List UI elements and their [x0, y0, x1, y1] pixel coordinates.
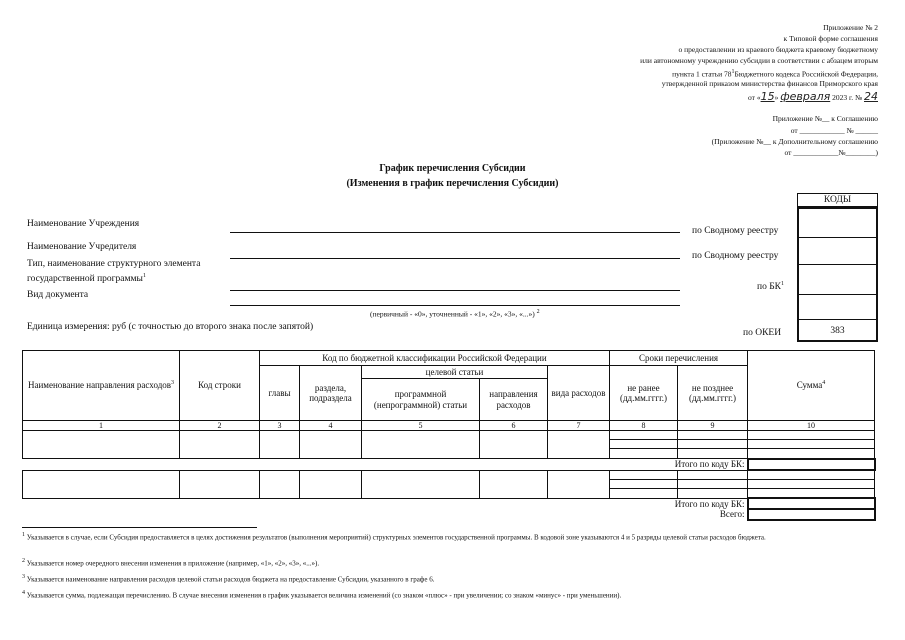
header-line: Приложение № 2: [823, 23, 878, 32]
header-line-article: пункта 1 статьи $78^1Бюджетного$ кодекса Российской Федерации,: [672, 69, 878, 79]
table-cell[interactable]: [748, 449, 875, 459]
table-cell[interactable]: [678, 488, 748, 498]
footnote-divider: [22, 527, 257, 528]
okei-label: по ОКЕИ: [743, 328, 782, 338]
footnote-2: $^2$ Указывается номер очередного внесения изменения в приложение (например, «1», «2», «3», «...»).: [22, 558, 320, 568]
table-cell[interactable]: [610, 440, 678, 449]
date-month: февраля: [780, 90, 831, 103]
table-cell[interactable]: [748, 431, 875, 440]
col-num: 7: [548, 421, 610, 431]
col-num: 4: [300, 421, 362, 431]
table-cell[interactable]: [480, 431, 548, 459]
table-cell[interactable]: [678, 440, 748, 449]
col-num: 10: [748, 421, 875, 431]
col-num: 5: [362, 421, 480, 431]
table-cell[interactable]: [260, 470, 300, 498]
footnote-3: $^3$ Указывается наименование направления расходов целевой статьи расходов бюджета на предоставление Субсидии, указанного в графе 6.: [22, 574, 435, 584]
table-cell[interactable]: [610, 488, 678, 498]
header-line: к Типовой форме соглашения: [783, 34, 878, 43]
founder-field[interactable]: [230, 258, 680, 259]
table-cell[interactable]: [748, 470, 875, 479]
agreement-line: (Приложение №__ к Дополнительному соглашению: [711, 137, 878, 146]
schedule-table: [22, 350, 876, 521]
date-day: 15: [760, 90, 775, 103]
table-cell[interactable]: [23, 470, 180, 498]
col-header-prog: программной (непрограммной) статьи: [362, 379, 480, 421]
footnote-1: $^1$ Указывается в случае, если Субсидия предоставляется в целях достижения результатов (выполнения мероприятий) структурных элементов государственной программы. В кодовой зоне указываются 4 и 5 разряды целевой статьи расходов бюджета.: [22, 532, 766, 542]
col-num: 3: [260, 421, 300, 431]
table-cell[interactable]: [362, 470, 480, 498]
table-cell[interactable]: [180, 431, 260, 459]
table-cell[interactable]: [610, 479, 678, 488]
table-cell[interactable]: [260, 431, 300, 459]
col-header-vida: вида расходов: [548, 366, 610, 421]
table-cell[interactable]: [362, 431, 480, 459]
doc-type-hint: (первичный - «0», уточненный - «1», «2», «3», «...») $^2$: [370, 309, 540, 319]
page-title: График перечисления Субсидии: [379, 163, 526, 174]
codes-box: [797, 207, 878, 342]
col-header-code: Код строки: [180, 351, 260, 421]
okei-code: 383: [830, 326, 845, 336]
col-num: 6: [480, 421, 548, 431]
founder-label: Наименование Учредителя: [27, 242, 137, 252]
col-num: 1: [23, 421, 180, 431]
total-bk-label: Итого по коду БК:: [23, 498, 748, 509]
col-num: 2: [180, 421, 260, 431]
doc-type-field[interactable]: [230, 305, 680, 306]
table-cell[interactable]: [748, 488, 875, 498]
bk-label: по $БК^1$: [757, 281, 785, 293]
table-cell[interactable]: [748, 440, 875, 449]
agreement-line: от ____________№________): [784, 148, 878, 157]
header-date: от «15» февраля 2023 г. № 24: [748, 90, 878, 103]
registry-label-1: по Сводному реестру: [692, 226, 779, 236]
table-cell[interactable]: [180, 470, 260, 498]
table-cell[interactable]: [678, 431, 748, 440]
table-cell[interactable]: [300, 431, 362, 459]
col-header-not-earlier: не ранее (дд.мм.гггг.): [610, 366, 678, 421]
unit-label: Единица измерения: руб (с точностью до второго знака после запятой): [27, 322, 314, 332]
total-bk-label: Итого по коду БК:: [23, 459, 748, 470]
col-header-glavy: главы: [260, 366, 300, 421]
table-cell[interactable]: [610, 431, 678, 440]
agreement-line: от ____________ № ______: [790, 126, 878, 135]
struct-type-label-2: государственной программы$^1$: [27, 273, 146, 285]
col-header-terms: Сроки перечисления: [610, 351, 748, 366]
institution-field[interactable]: [230, 232, 680, 233]
grand-total-label: Всего:: [719, 509, 745, 520]
col-header-razdel: раздела, подраздела: [300, 366, 362, 421]
col-num: 9: [678, 421, 748, 431]
col-header-napr: направления расходов: [480, 379, 548, 421]
agreement-line: Приложение №__ к Соглашению: [772, 114, 878, 123]
page-subtitle: (Изменения в график перечисления Субсидии): [346, 178, 559, 189]
date-number: 24: [864, 90, 878, 103]
col-num: 8: [610, 421, 678, 431]
table-cell[interactable]: [480, 470, 548, 498]
total-bk-value[interactable]: [748, 459, 875, 470]
footnote-4: $^4$ Указывается сумма, подлежащая перечислению. В случае внесения изменения в график указывается величина изменений (со знаком «плюс» - при увеличении; со знаком «минус» - при уменьшении).: [22, 590, 622, 600]
table-cell[interactable]: [548, 470, 610, 498]
doc-type-label: Вид документа: [27, 290, 89, 300]
header-line: или автономному учреждению субсидии в соответствии с абзацем вторым: [640, 56, 878, 65]
table-cell[interactable]: [610, 470, 678, 479]
table-cell[interactable]: [548, 431, 610, 459]
grand-total-value[interactable]: [748, 509, 875, 520]
total-bk-value[interactable]: [748, 498, 875, 509]
table-cell[interactable]: [748, 479, 875, 488]
col-header-not-later: не позднее (дд.мм.гггг.): [678, 366, 748, 421]
struct-type-field[interactable]: [230, 290, 680, 291]
col-header-name: Наименование направления расходов$^3$: [23, 351, 180, 421]
table-cell[interactable]: [610, 449, 678, 459]
struct-type-label: Тип, наименование структурного элемента: [27, 259, 201, 269]
registry-label-2: по Сводному реестру: [692, 251, 779, 261]
table-cell[interactable]: [678, 470, 748, 479]
table-cell[interactable]: [23, 431, 180, 459]
table-cell[interactable]: [678, 449, 748, 459]
col-header-bk: Код по бюджетной классификации Российской Федерации: [260, 351, 610, 366]
table-cell[interactable]: [300, 470, 362, 498]
col-header-sum: Сумма$^4$: [748, 351, 875, 421]
header-line: о предоставлении из краевого бюджета краевому бюджетному: [678, 45, 878, 54]
table-cell[interactable]: [678, 479, 748, 488]
codes-header: КОДЫ: [797, 193, 878, 207]
institution-label: Наименование Учреждения: [27, 219, 140, 229]
col-header-target: целевой статьи: [362, 366, 548, 379]
header-line: утвержденной приказом министерства финансов Приморского края: [661, 79, 878, 88]
